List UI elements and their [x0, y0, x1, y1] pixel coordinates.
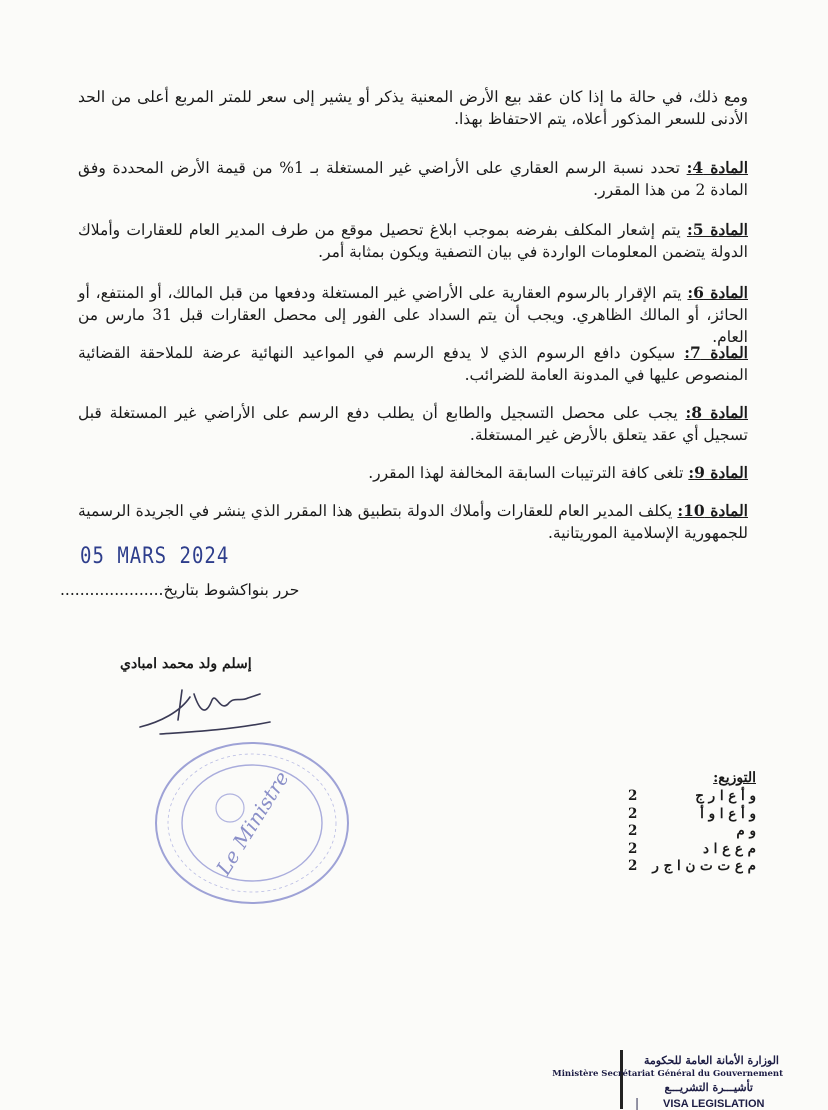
visa-ministry-arabic: الوزارة الأمانة العامة للحكومة [643, 1054, 779, 1067]
distribution-recipient: و أ ع ا و أ [700, 805, 756, 822]
distribution-recipient: و أ ع ا ر ج [695, 788, 756, 804]
visa-ministry-french: Ministère Secrétariat Général du Gouvernement [552, 1069, 783, 1079]
list-item [628, 858, 756, 876]
article-4-label: المادة 4: [686, 157, 749, 177]
list-item [628, 823, 756, 841]
article-9-text: تلغى كافة الترتيبات السابقة المخالفة لهذا المقرر. [368, 463, 689, 482]
article-7-label: المادة 7: [684, 342, 748, 362]
article-8-label: المادة 8: [685, 402, 748, 422]
article-5 [78, 219, 748, 263]
article-5-label: المادة 5: [686, 219, 748, 239]
distribution-recipient: و م [736, 823, 756, 839]
article-4-text: تحدد نسبة الرسم العقاري على الأراضي غير المستغلة بـ 1% من قيمة الأرض المحددة وفق المادة 2 من هذا المقرر. [78, 158, 748, 199]
visa-title-arabic: تأشيـــرة التشريـــع [664, 1081, 753, 1094]
article-10 [78, 500, 748, 544]
article-5-text: يتم إشعار المكلف بفرضه بموجب ابلاغ تحصيل موقع من طرف المدير العام للعقارات وأملاك الدولة يتضمن المعلومات الواردة في بيان التصفية ويكون بمثابة أمر. [78, 220, 748, 261]
distribution-count: 2 [628, 840, 638, 857]
article-4 [78, 157, 748, 201]
intro-paragraph: ومع ذلك، في حالة ما إذا كان عقد بيع الأرض المعنية يذكر أو يشير إلى سعر للمتر المربع أعلى من الحد الأدنى للسعر المذكور أعلاه، يتم الاحتفاظ بهذا. [78, 87, 748, 128]
distribution-recipient: م ع ع ا د [702, 840, 756, 857]
distribution-count: 2 [628, 823, 638, 839]
article-6-label: المادة 6: [687, 282, 748, 302]
article-6-text: يتم الإقرار بالرسوم العقارية على الأراضي غير المستغلة ودفعها من قبل المالك، أو المنتفع، أو الحائز، أو المالك الظاهري. ويجب أن يتم السداد على الفور إلى محصل العقارات قبل 31 مارس من العام. [78, 283, 748, 346]
visa-divider: | [635, 1096, 640, 1110]
distribution-title: التوزيع: [713, 770, 756, 786]
article-9 [78, 462, 748, 484]
distribution-count: 2 [628, 858, 638, 874]
article-7 [78, 342, 748, 386]
place-date-line: حرر بنواكشوط بتاريخ..................... [60, 581, 300, 599]
seal-text: Le Ministre [211, 766, 294, 880]
distribution-count: 2 [628, 805, 638, 822]
distribution-count: 2 [628, 788, 638, 804]
list-item [628, 788, 756, 806]
date-stamp: 05 MARS 2024 [80, 543, 230, 569]
signer-name: إسلم ولد محمد امبادي [120, 656, 252, 672]
distribution-list [628, 770, 756, 876]
visa-title-french: VISA LEGISLATION [663, 1098, 765, 1110]
article-7-text: سيكون دافع الرسوم الذي لا يدفع الرسم في المواعيد النهائية عرضة للملاحقة القضائية المنصوص عليها في المدونة العامة للضرائب. [78, 343, 748, 384]
distribution-recipient: م ع ت ت ن ا ج ر [652, 858, 756, 874]
official-seal [150, 738, 355, 908]
list-item [628, 806, 756, 824]
article-10-label: المادة 10: [677, 500, 748, 520]
article-8 [78, 402, 748, 446]
article-9-label: المادة 9: [688, 462, 748, 482]
article-10-text: يكلف المدير العام للعقارات وأملاك الدولة بتطبيق هذا المقرر الذي ينشر في الجريدة الرسمية للجمهورية الإسلامية الموريتانية. [78, 501, 748, 542]
list-item [628, 841, 756, 859]
visa-legislation-stamp [552, 1050, 793, 1110]
article-8-text: يجب على محصل التسجيل والطابع أن يطلب دفع الرسم على الأراضي غير المستغلة قبل تسجيل أي عقد يتعلق بالأرض غير المستغلة. [78, 403, 748, 444]
article-6 [78, 282, 748, 348]
